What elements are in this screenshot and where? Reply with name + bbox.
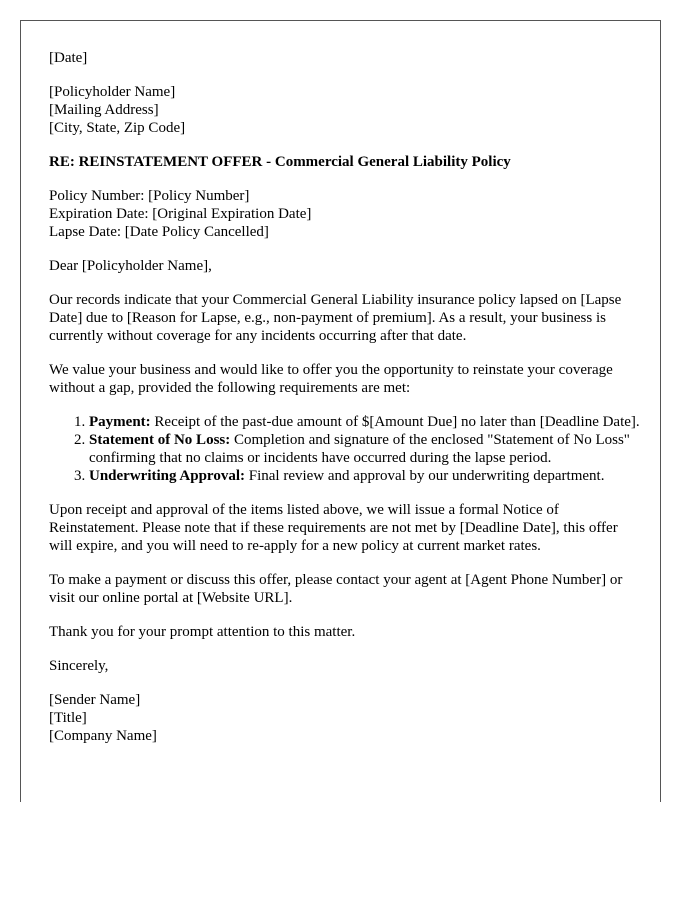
letter-date xyxy=(49,49,641,67)
requirement-item xyxy=(89,467,641,485)
lapse-date: Lapse Date: [Date Policy Cancelled] xyxy=(49,224,269,240)
paragraph-lapse-notice: Our records indicate that your Commercial General Liability insurance policy lapsed on [Lapse Date] due to [Reason for Lapse, e.g., non-payment of premium]. As a result, your business is currently without coverage for any incidents occurring after that date. xyxy=(49,292,622,344)
recipient-block xyxy=(49,83,641,137)
recipient-address: [Mailing Address] xyxy=(49,102,159,118)
letter-body xyxy=(49,49,641,761)
sender-block xyxy=(49,691,641,745)
sender-company: [Company Name] xyxy=(49,728,157,744)
requirement-text: Completion and signature of the enclosed "Statement of No Loss" confirming that no claims or incidents have occurred during the lapse period. xyxy=(89,432,630,466)
requirement-term: Statement of No Loss: xyxy=(89,432,231,448)
paragraph-offer: We value your business and would like to offer you the opportunity to reinstate your coverage without a gap, provided the following requirements are met: xyxy=(49,362,613,396)
recipient-city-state-zip: [City, State, Zip Code] xyxy=(49,120,186,136)
subject-line: RE: REINSTATEMENT OFFER - Commercial General Liability Policy xyxy=(49,154,511,170)
policy-number: Policy Number: [Policy Number] xyxy=(49,188,250,204)
sender-title: [Title] xyxy=(49,710,87,726)
policy-info-block xyxy=(49,187,641,241)
expiration-date: Expiration Date: [Original Expiration Date] xyxy=(49,206,312,222)
salutation: Dear [Policyholder Name], xyxy=(49,258,212,274)
recipient-name: [Policyholder Name] xyxy=(49,84,176,100)
closing: Sincerely, xyxy=(49,658,109,674)
requirement-term: Underwriting Approval: xyxy=(89,468,245,484)
requirement-item xyxy=(89,431,641,467)
sender-name: [Sender Name] xyxy=(49,692,141,708)
requirement-text: Final review and approval by our underwriting department. xyxy=(244,468,605,484)
paragraph-contact: To make a payment or discuss this offer, please contact your agent at [Agent Phone Number] or visit our online portal at [Website URL]. xyxy=(49,572,623,606)
letter-page xyxy=(20,20,661,802)
requirement-term: Payment: xyxy=(89,414,151,430)
requirement-text: Receipt of the past-due amount of $[Amount Due] no later than [Deadline Date]. xyxy=(150,414,640,430)
requirement-item xyxy=(89,413,641,431)
requirements-list xyxy=(49,413,641,485)
paragraph-reinstatement-terms: Upon receipt and approval of the items listed above, we will issue a formal Notice of Reinstatement. Please note that if these requirements are not met by [Deadline Date], this offer will expire, and you will need to re-apply for a new policy at current market rates. xyxy=(49,502,618,554)
date-text: [Date] xyxy=(49,50,88,66)
paragraph-thanks: Thank you for your prompt attention to this matter. xyxy=(49,624,356,640)
